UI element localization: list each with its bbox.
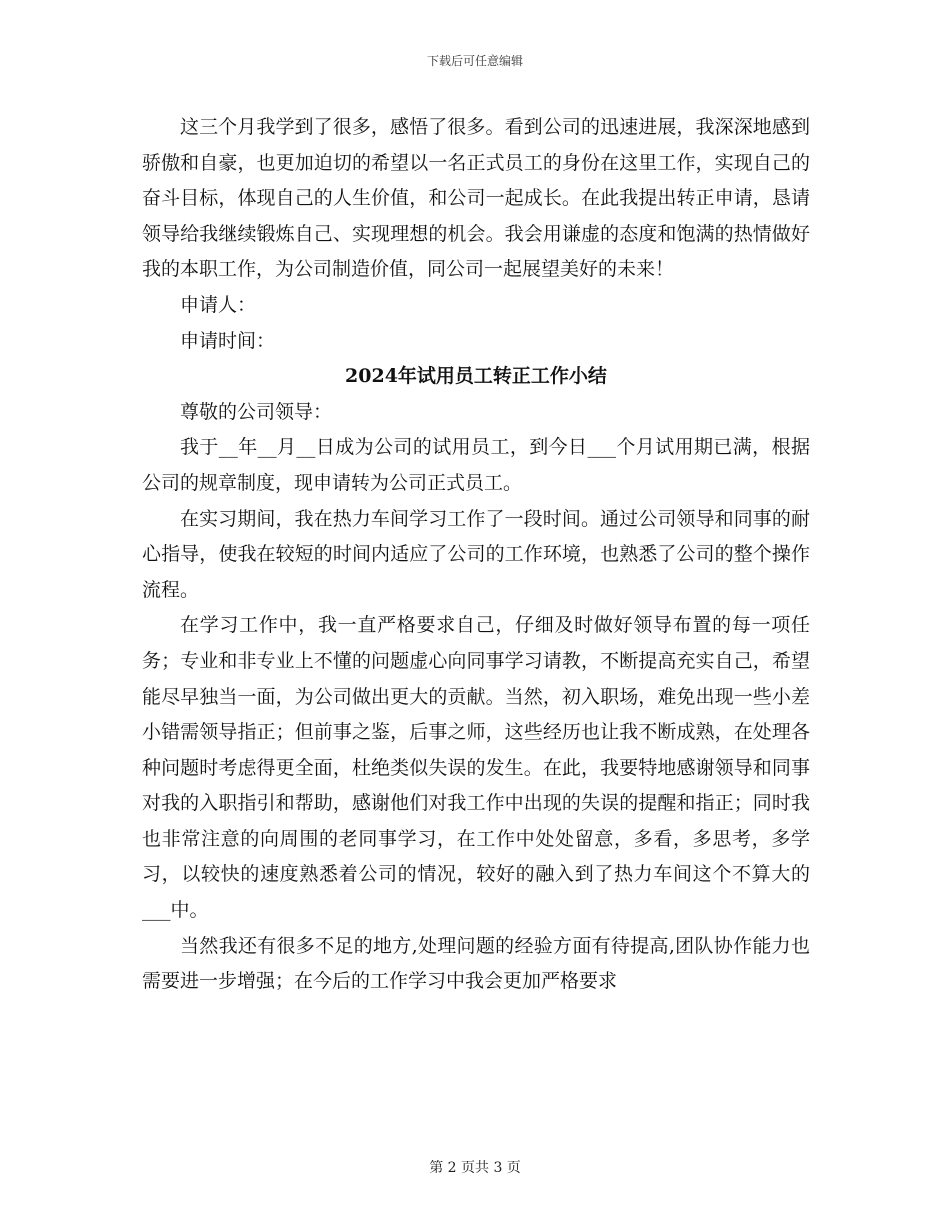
- applicant-line: 申请人：: [180, 293, 257, 316]
- paragraph-learning: 在学习工作中，我一直严格要求自己，仔细及时做好领导布置的每一项任务；专业和非专业上不懂的问题虚心向同事学习请教，不断提高充实自己，希望能尽早独当一面，为公司做出更大的贡献。当然，初入职场，难免出现一些小差小错需领导指正；但前事之鉴，后事之师，这些经历也让我不断成熟，在处理各种问题时考虑得更全面，杜绝类似失误的发生。在此，我要特地感谢领导和同事对我的入职指引和帮助，感谢他们对我工作中出现的失误的提醒和指正；同时我也非常注意的向周围的老同事学习，在工作中处处留意，多看，多思考，多学习，以较快的速度熟悉着公司的情况，较好的融入到了热力车间这个不算大的___中。: [142, 614, 810, 922]
- paragraph-application: 我于__年__月__日成为公司的试用员工，到今日___个月试用期已满，根据公司的规章制度，现申请转为公司正式员工。: [142, 436, 810, 494]
- paragraph-growth: 这三个月我学到了很多，感悟了很多。看到公司的迅速进展，我深深地感到骄傲和自豪，也更加迫切的希望以一名正式员工的身份在这里工作，实现自己的奋斗目标，体现自己的人生价值，和公司一起成长。在此我提出转正申请，恳请领导给我继续锻炼自己、实现理想的机会。我会用谦虚的态度和饱满的热情做好我的本职工作，为公司制造价值，同公司一起展望美好的未来！: [142, 116, 810, 281]
- paragraph-shortcomings: 当然我还有很多不足的地方,处理问题的经验方面有待提高,团队协作能力也需要进一步增强；在今后的工作学习中我会更加严格要求: [142, 934, 810, 993]
- page-header: 下载后可任意编辑: [426, 54, 523, 68]
- document-title: 2024年试用员工转正工作小结: [345, 365, 607, 388]
- paragraph-internship: 在实习期间，我在热力车间学习工作了一段时间。通过公司领导和同事的耐心指导，使我在较短的时间内适应了公司的工作环境，也熟悉了公司的整个操作流程。: [142, 507, 810, 601]
- salutation: 尊敬的公司领导：: [180, 400, 333, 423]
- application-date-line: 申请时间：: [180, 329, 276, 352]
- document-body: [142, 110, 810, 1000]
- page-footer: 第 2 页共 3 页: [429, 1160, 521, 1176]
